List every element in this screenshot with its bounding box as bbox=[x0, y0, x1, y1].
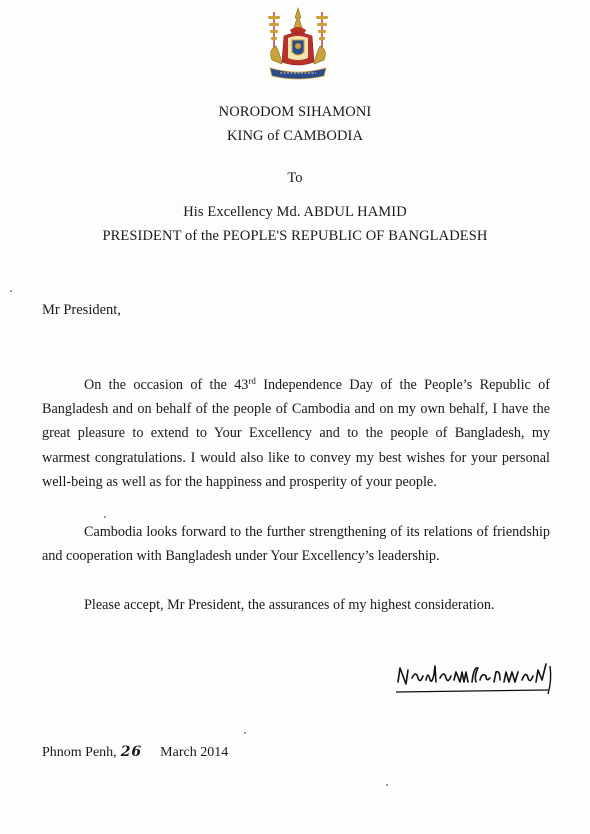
paragraph-congratulations bbox=[42, 373, 550, 494]
closing-day: 26 bbox=[120, 744, 143, 760]
closing-month-year: March 2014 bbox=[160, 745, 229, 760]
closing-place: Phnom Penh, bbox=[42, 745, 117, 760]
royal-crest-icon bbox=[262, 6, 334, 84]
place-and-date bbox=[42, 744, 228, 761]
recipient-name: His Excellency Md. ABDUL HAMID bbox=[183, 204, 407, 220]
scan-speck bbox=[10, 290, 12, 292]
sender-name: NORODOM SIHAMONI bbox=[218, 104, 372, 120]
paragraph-relations: Cambodia looks forward to the further strengthening of its relations of friendship and cooperation with Bangladesh under Your Excellency’s leadership. bbox=[42, 524, 550, 565]
scan-speck bbox=[104, 516, 106, 518]
paragraph1-text-start: On the occasion of the 43 bbox=[84, 377, 249, 393]
scan-speck bbox=[244, 732, 246, 734]
sender-title: KING of CAMBODIA bbox=[226, 128, 364, 144]
signature bbox=[390, 654, 560, 704]
paragraph1-text-end: Independence Day of the People’s Republic of Bangladesh and on behalf of the people of Cambodia and on my own behalf, I have the great pleasure to extend to Your Excellency and to the people of Bangladesh, my warmest congratulations. I would also like to convey my best wishes for your personal well-being as well as for the happiness and prosperity of your people. bbox=[42, 377, 550, 490]
paragraph-closing-courtesy: Please accept, Mr President, the assurances of my highest consideration. bbox=[84, 597, 495, 613]
recipient-title: PRESIDENT of the PEOPLE'S REPUBLIC OF BANGLADESH bbox=[102, 228, 488, 244]
salutation: Mr President, bbox=[42, 302, 121, 318]
scan-speck bbox=[386, 784, 388, 786]
ordinal-suffix: rd bbox=[248, 376, 256, 386]
to-label: To bbox=[287, 170, 303, 186]
